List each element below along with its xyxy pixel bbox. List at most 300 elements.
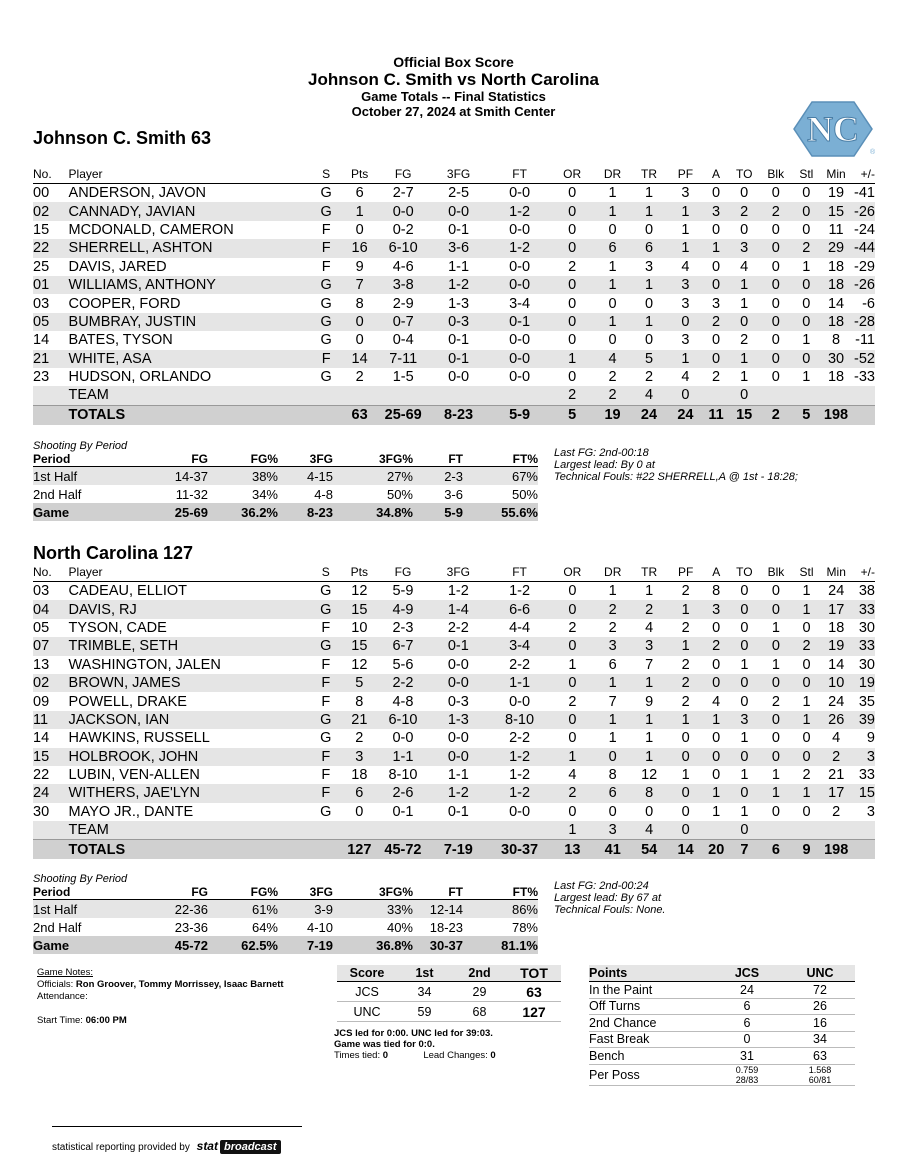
game-cell: Game (33, 936, 123, 954)
stat-cell: 1 (792, 711, 822, 729)
stat-cell: 0 (771, 332, 780, 349)
stat-cell (821, 386, 851, 405)
stat-cell: 0 (771, 369, 780, 386)
column-header: Period (33, 885, 123, 900)
stat-cell: BROWN, JAMES (69, 674, 312, 692)
stat-cell: 2-2 (509, 656, 531, 673)
stat-cell: 2 (792, 637, 822, 655)
player-row (33, 748, 875, 766)
team2-heading: North Carolina 127 (33, 543, 194, 563)
stat-cell: 0 (568, 295, 577, 312)
stat-cell: 0 (771, 295, 780, 312)
team2-notes (554, 880, 666, 916)
stat-cell: 0 (760, 637, 792, 655)
stat-cell: 0 (802, 185, 811, 202)
stat-cell: 33 (851, 637, 875, 655)
period-cell: 14-37 (123, 467, 208, 486)
stat-cell: 0-0 (378, 202, 428, 220)
stat-cell: 0 (608, 803, 617, 820)
stat-cell: 1 (802, 693, 811, 710)
stat-cell: 0 (568, 730, 577, 747)
column-header: 3FG (428, 165, 489, 184)
stat-cell: 13 (33, 656, 50, 673)
stat-cell: G (320, 583, 332, 600)
stat-cell: WASHINGTON, JALEN (68, 656, 221, 673)
stat-cell: 15 (821, 202, 851, 220)
stat-cell: G (311, 600, 340, 618)
column-header: Pts (341, 165, 378, 184)
stat-cell: 0 (740, 583, 749, 600)
stat-cell: 3 (851, 748, 875, 766)
stat-cell: F (321, 258, 331, 275)
stat-cell: 2 (704, 313, 729, 331)
stat-cell: 10 (821, 674, 851, 692)
stat-cell: 7 (608, 693, 617, 710)
totals-cell: 63 (341, 405, 378, 425)
stat-cell: 14 (33, 332, 50, 349)
stat-cell: 0 (568, 369, 577, 386)
stat-cell: 3 (704, 600, 729, 618)
stat-cell: 3 (631, 637, 667, 655)
totals-cell: 127 (341, 840, 379, 860)
team2-shooting-by-period (33, 873, 538, 954)
stat-cell: 1 (667, 600, 703, 618)
stat-cell: 19 (827, 185, 845, 202)
stat-cell: 6 (608, 656, 617, 673)
stat-cell: 0 (711, 332, 721, 349)
stat-cell: 1 (631, 313, 667, 331)
stat-cell: 8 (831, 332, 841, 349)
stat-cell: 7 (341, 276, 378, 294)
period-cell: 78% (511, 919, 538, 935)
stat-cell: 03 (33, 583, 50, 600)
stat-cell: TRIMBLE, SETH (69, 637, 312, 655)
period-cell: 4-10 (306, 919, 333, 935)
stat-cell: 09 (33, 693, 50, 710)
stat-cell: 9 (866, 730, 875, 747)
period-cell: 2nd Half (33, 919, 82, 935)
stat-cell: 0-0 (509, 693, 531, 710)
stat-cell: 2 (760, 202, 792, 220)
stat-cell: 0-1 (392, 803, 414, 820)
stat-cell: 1-2 (428, 784, 489, 802)
team1-shooting-by-period (33, 440, 538, 521)
stat-cell: 2 (667, 674, 703, 692)
stat-cell: 0 (704, 674, 729, 692)
totals-cell (33, 405, 69, 425)
stat-cell: 1 (568, 656, 577, 673)
stat-cell: 0 (667, 784, 703, 802)
stat-cell: 1 (645, 583, 654, 600)
stat-cell: 1 (802, 583, 811, 600)
stat-cell: 0 (729, 674, 761, 692)
points-cell: 0 (709, 1031, 785, 1048)
stat-cell: G (320, 295, 332, 312)
stat-cell (428, 821, 489, 840)
stat-cell: BATES, TYSON (68, 332, 173, 349)
stat-cell: TEAM (69, 386, 312, 405)
stat-cell: 0 (550, 239, 594, 257)
column-header: DR (594, 165, 630, 184)
stat-cell: 22 (33, 239, 69, 257)
svg-text:NC: NC (807, 109, 859, 149)
stat-cell: 1-1 (448, 258, 470, 275)
stat-cell: -29 (854, 258, 875, 275)
stat-cell: 2 (550, 784, 594, 802)
stat-cell: 0 (704, 350, 729, 368)
stat-cell: 0-7 (378, 313, 428, 331)
stat-cell: F (311, 748, 340, 766)
stat-cell: 1 (594, 674, 630, 692)
column-header: Blk (760, 563, 792, 582)
column-header: FG (378, 563, 428, 582)
stat-cell: -52 (851, 350, 875, 368)
attendance-line: Attendance: (37, 991, 88, 1002)
totals-cell: 24 (631, 405, 667, 425)
stat-cell: 3 (711, 295, 721, 312)
stat-cell: 1 (644, 185, 654, 202)
stat-cell: 0 (729, 748, 761, 766)
stat-cell: 1 (550, 748, 594, 766)
period-cell: 12-14 (413, 900, 463, 919)
column-header: FG% (208, 885, 278, 900)
stat-cell (311, 821, 340, 840)
stat-cell: DAVIS, RJ (69, 600, 312, 618)
stat-cell: 1 (740, 730, 749, 747)
totals-cell: 198 (821, 405, 851, 425)
period-cell: 38% (208, 467, 278, 486)
per-poss-label: Per Poss (589, 1064, 709, 1085)
points-cell: Off Turns (589, 998, 709, 1015)
stat-cell: 3-4 (489, 637, 550, 655)
stat-cell: 02 (33, 674, 69, 692)
stat-cell: 2-7 (392, 185, 414, 202)
stat-cell: 8 (631, 784, 667, 802)
stat-cell: 11 (828, 221, 844, 238)
stat-cell: 2 (792, 239, 822, 257)
stat-cell: 4 (832, 730, 841, 747)
stat-cell: 0 (771, 583, 780, 600)
stat-cell: 1-1 (378, 748, 428, 766)
stat-cell: 0 (792, 313, 822, 331)
stat-cell: 39 (851, 711, 875, 729)
stat-cell: -28 (851, 313, 875, 331)
stat-cell: 0-0 (509, 369, 531, 386)
stat-cell: -11 (855, 332, 875, 349)
column-header: Period (33, 452, 123, 467)
stat-cell (33, 821, 69, 840)
registered-mark: ® (870, 149, 876, 156)
player-row (33, 386, 875, 405)
stat-cell: -24 (854, 221, 875, 238)
points-cell: 34 (785, 1031, 855, 1048)
stat-cell: 0-0 (428, 674, 489, 692)
game-cell: 62.5% (208, 936, 278, 954)
stat-cell: G (311, 711, 340, 729)
stat-cell: 4 (681, 258, 690, 275)
period-cell: 3-6 (444, 486, 463, 502)
player-row (33, 258, 875, 276)
stat-cell: 33 (851, 600, 875, 618)
stat-cell: 24 (828, 583, 845, 600)
stat-cell: 2 (740, 332, 749, 349)
stat-cell: 4-8 (392, 693, 414, 710)
stat-cell: 1 (740, 369, 749, 386)
stat-cell (760, 386, 792, 405)
stat-cell: 0-0 (392, 730, 414, 747)
stat-cell: 0 (740, 693, 749, 710)
stat-cell: 0-3 (428, 313, 489, 331)
stat-cell: 1 (341, 202, 378, 220)
stat-cell: -41 (854, 185, 875, 202)
team1-box-score (33, 165, 875, 425)
period-cell: 1st Half (33, 900, 123, 919)
stat-cell: 0 (760, 276, 792, 294)
points-cell: 31 (709, 1048, 785, 1065)
stat-cell: 0 (704, 276, 729, 294)
stat-cell: 1-2 (489, 239, 550, 257)
stat-cell: 16 (341, 239, 378, 257)
game-cell: 36.2% (208, 503, 278, 521)
stat-cell: 0 (712, 619, 721, 636)
stat-cell: 0 (792, 748, 822, 766)
stat-cell (428, 386, 489, 405)
stat-cell (341, 821, 379, 840)
stat-cell: 14 (341, 350, 378, 368)
totals-cell: 7-19 (428, 840, 489, 860)
game-cell: 25-69 (123, 503, 208, 521)
column-header: FT (413, 452, 463, 467)
stat-cell: G (311, 276, 341, 294)
officials-line: Officials: Ron Groover, Tommy Morrissey, Isaac Barnett (37, 979, 284, 990)
totals-cell (311, 405, 341, 425)
points-cell: In the Paint (589, 982, 709, 999)
stat-cell: 0 (802, 221, 811, 238)
stat-cell: 0 (771, 258, 780, 275)
footer (52, 1126, 302, 1153)
stat-cell: -44 (851, 239, 875, 257)
stat-cell: 1-3 (428, 711, 489, 729)
totals-cell: 25-69 (378, 405, 428, 425)
game-row (33, 936, 538, 954)
stat-cell: DAVIS, JARED (68, 258, 167, 275)
totals-row (33, 840, 875, 860)
stat-cell: 0-0 (428, 202, 489, 220)
player-row (33, 582, 875, 601)
player-row (33, 637, 875, 655)
date-venue: October 27, 2024 at Smith Center (351, 104, 556, 119)
stat-cell: 2-2 (447, 619, 469, 636)
score-by-half-table (337, 965, 561, 1022)
stat-cell: 6 (631, 239, 667, 257)
column-header: Player (69, 563, 312, 582)
stat-cell: 8 (355, 295, 364, 312)
stat-cell (489, 821, 550, 840)
points-cell: 63 (785, 1048, 855, 1065)
stat-cell (851, 386, 875, 405)
stat-cell: 1-1 (489, 674, 550, 692)
column-header: A (704, 165, 729, 184)
stat-cell: 17 (821, 784, 851, 802)
stat-cell: 0 (550, 202, 594, 220)
team1-technical-fouls: Technical Fouls: #22 SHERRELL,A @ 1st - 18:28; (554, 471, 798, 483)
stat-cell: 0 (568, 803, 577, 820)
stat-cell: 5 (631, 350, 667, 368)
points-row (589, 1048, 855, 1065)
period-cell: 64% (251, 919, 278, 935)
stat-cell: 07 (33, 637, 69, 655)
stat-cell: 24 (33, 784, 69, 802)
stat-cell: 3 (681, 185, 690, 202)
stat-cell: 1 (728, 350, 760, 368)
stat-cell: 0-0 (489, 350, 550, 368)
stat-cell: 05 (33, 313, 69, 331)
stat-cell: 0 (740, 185, 749, 202)
stat-cell: 14 (33, 730, 50, 747)
stat-cell: 1 (681, 221, 690, 238)
totals-cell: 198 (821, 840, 851, 860)
stat-cell: 23 (33, 369, 50, 386)
stat-cell: 18 (821, 276, 851, 294)
stat-cell: 2 (594, 600, 630, 618)
period-cell: 4-8 (314, 486, 333, 502)
stat-cell: 15 (33, 748, 69, 766)
team2-last-fg: Last FG: 2nd-00:24 (554, 880, 649, 892)
stat-cell: 1 (667, 350, 703, 368)
stat-cell: 0 (728, 313, 760, 331)
stat-cell: 15 (341, 600, 379, 618)
stat-cell (821, 821, 851, 840)
stat-cell: 0 (568, 185, 577, 202)
stat-cell: 0 (608, 221, 617, 238)
stat-cell: 0 (792, 202, 822, 220)
stat-cell (378, 821, 428, 840)
column-header: PF (667, 563, 703, 582)
stat-cell: 5-9 (392, 583, 414, 600)
stat-cell: 1 (631, 711, 667, 729)
period-cell: 67% (463, 467, 538, 486)
matchup-title: Johnson C. Smith vs North Carolina (308, 70, 599, 89)
period-cell: 22-36 (123, 900, 208, 919)
player-row (33, 803, 875, 821)
statbroadcast-logo: stat (196, 1139, 218, 1153)
column-header: No. (33, 563, 69, 582)
stat-cell: 8 (712, 583, 721, 600)
totals-cell: 5 (550, 405, 594, 425)
stat-cell (341, 386, 378, 405)
stat-cell: 7 (645, 656, 654, 673)
stat-cell: 2 (704, 637, 729, 655)
stat-cell: 0-3 (447, 693, 469, 710)
stat-cell: 2 (771, 693, 780, 710)
stat-cell: 18 (827, 369, 845, 386)
player-row (33, 656, 875, 674)
stat-cell: 3 (681, 332, 690, 349)
stat-cell: -6 (862, 295, 875, 312)
stat-cell: BUMBRAY, JUSTIN (69, 313, 312, 331)
stat-cell: 38 (858, 583, 875, 600)
stat-cell: 0 (667, 821, 703, 840)
stat-cell: 2 (568, 693, 577, 710)
column-header: Pts (341, 563, 379, 582)
period-cell: 3-9 (278, 900, 333, 919)
team2-box-score (33, 563, 875, 859)
points-cell: 6 (709, 1015, 785, 1032)
game-notes-title: Game Notes: (37, 967, 93, 978)
column-header: 1st (397, 965, 452, 982)
totals-cell: 24 (667, 405, 703, 425)
game-cell: Game (33, 503, 123, 521)
game-cell: 30-37 (413, 936, 463, 954)
stat-cell: 0-2 (392, 221, 414, 238)
stat-cell: 1 (631, 202, 667, 220)
player-row (33, 276, 875, 294)
totals-cell: 2 (760, 405, 792, 425)
stat-cell: 0 (568, 221, 577, 238)
column-header: 3FG (278, 452, 333, 467)
stat-cell: 0-0 (509, 258, 531, 275)
stat-cell: 6 (594, 239, 630, 257)
stat-cell: 18 (351, 767, 368, 784)
stat-cell: G (320, 730, 332, 747)
stat-cell: 2 (608, 619, 617, 636)
totals-cell: 7 (729, 840, 761, 860)
game-cell: 8-23 (278, 503, 333, 521)
column-header: Min (821, 165, 851, 184)
points-cell: 6 (709, 998, 785, 1015)
stat-cell: HAWKINS, RUSSELL (68, 730, 210, 747)
stat-cell: 6-7 (378, 637, 428, 655)
totals-cell: 54 (631, 840, 667, 860)
report-header (0, 54, 907, 119)
stat-cell: 1 (681, 767, 690, 784)
points-row (589, 998, 855, 1015)
stat-cell: 0 (792, 674, 822, 692)
column-header: Blk (760, 165, 792, 184)
period-cell: 23-36 (174, 919, 208, 935)
stat-cell: 0 (729, 821, 761, 840)
game-cell: 5-9 (413, 503, 463, 521)
points-cell: 26 (785, 998, 855, 1015)
stat-cell: WITHERS, JAE'LYN (69, 784, 312, 802)
team2-technical-fouls: Technical Fouls: None. (554, 904, 666, 916)
score-cell: 59 (397, 1002, 452, 1022)
column-header: TO (729, 563, 761, 582)
stat-cell: 0 (802, 730, 811, 747)
stat-cell: G (320, 185, 332, 202)
stat-cell: 4 (568, 767, 577, 784)
stat-cell: 0 (712, 730, 721, 747)
stat-cell: 3 (728, 239, 760, 257)
stat-cell: 3 (866, 803, 875, 820)
stat-cell: 0 (712, 767, 721, 784)
stat-cell: 1 (771, 767, 780, 784)
stat-cell: F (311, 674, 340, 692)
column-header: OR (550, 165, 594, 184)
stat-cell: 2 (568, 619, 577, 636)
stat-cell: 2-2 (378, 674, 428, 692)
stat-cell: 5 (341, 674, 379, 692)
stat-cell (792, 386, 822, 405)
score-row (337, 1002, 561, 1022)
totals-cell: 5-9 (489, 405, 550, 425)
stat-cell: 0 (740, 619, 749, 636)
stat-cell: 0 (760, 600, 792, 618)
stat-cell: 0 (550, 313, 594, 331)
stat-cell: HOLBROOK, JOHN (69, 748, 312, 766)
totals-cell (33, 840, 69, 860)
stat-cell: 3 (681, 295, 690, 312)
